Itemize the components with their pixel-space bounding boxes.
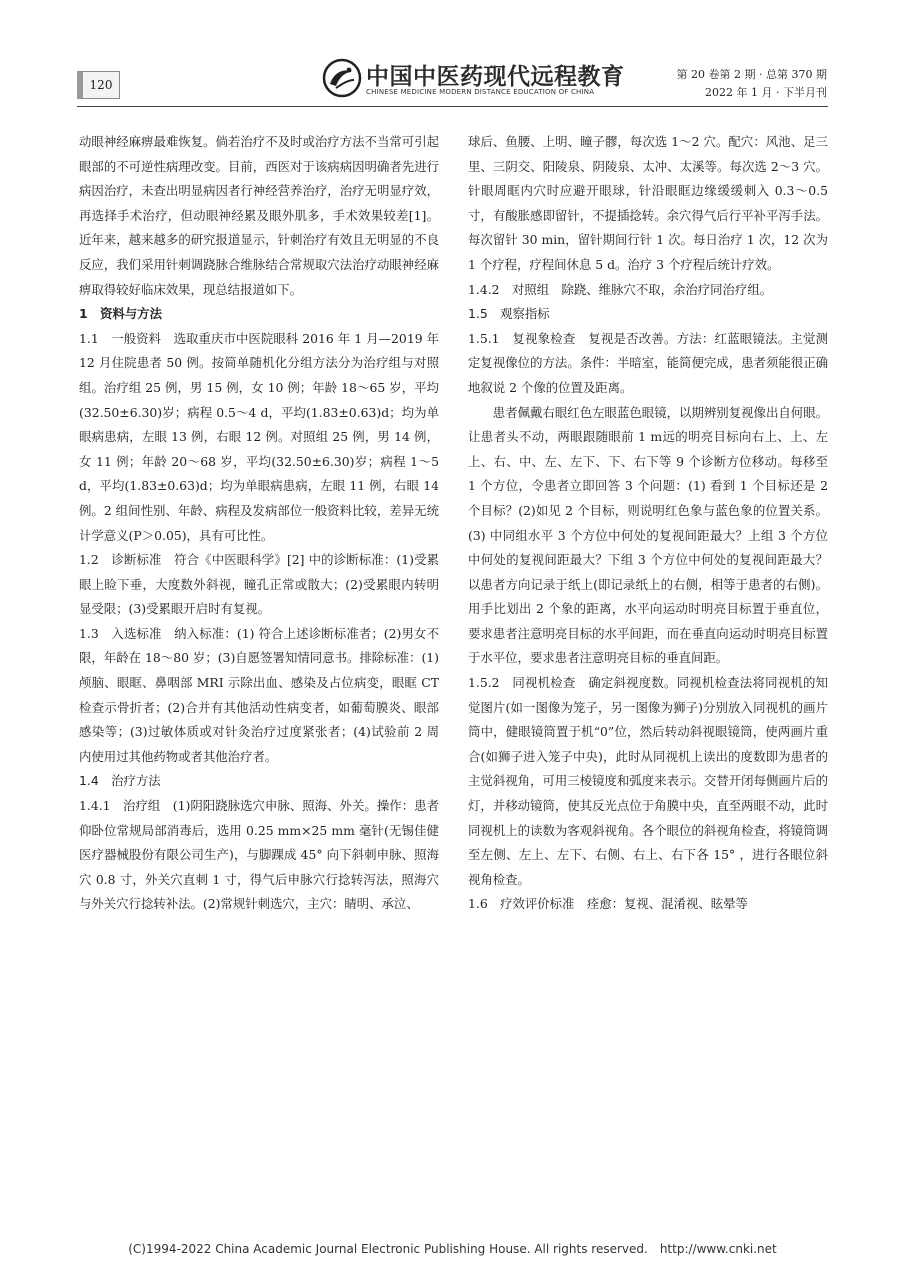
paragraph: 1.1 一般资料 选取重庆市中医院眼科 2016 年 1 月—2019 年 12 月住院患者 50 例。按简单随机化分组方法分为治疗组与对照组。治疗组 25 例，男 15 例，女 10 例；年龄 18～65 岁，平均(32.50±6.30)岁；病程 0.5～4 d，平均(1.83±0.63)d；均为单眼病患病，左眼 13 例，右眼 12 例。对照组 25 例，男 14 例，女 11 例；年龄 20～68 岁，平均(32.50±6.30)岁；病程 1～5 d，平均(1.83±0.63)d；均为单眼病患病，左眼 11 例，右眼 14 例。2 组间性别、年龄、病程及发病部位一般资料比较，差异无统计学意义(P＞0.05)，具有可比性。 [79, 330, 439, 543]
paragraph: 1.4.1 治疗组 (1)阴阳跷脉选穴申脉、照海、外关。操作：患者仰卧位常规局部消毒后，选用 0.25 mm×25 mm 毫针(无锡佳健医疗器械股份有限公司生产)，与脚踝成 45° 向下斜刺申脉、照海穴 0.8 寸，外关穴直刺 1 寸，得气后申脉穴行捻转泻法，照海穴与外关穴行捻转补法。(2)常规针刺选穴，主穴：睛明、承泣、 [79, 798, 439, 912]
right-column [468, 130, 828, 917]
paragraph: 1.4.2 对照组 除跷、维脉穴不取，余治疗同治疗组。 [468, 281, 773, 297]
subsection-heading: 1.4 治疗方法 [79, 773, 161, 789]
left-column [79, 130, 439, 917]
journal-logo-icon [322, 58, 362, 98]
subsection-heading: 1.5 观察指标 [468, 306, 550, 322]
issue-date: 2022 年 1 月 · 下半月刊 [705, 86, 827, 99]
header-divider [77, 106, 828, 107]
paragraph: 1.2 诊断标准 符合《中医眼科学》[2] 中的诊断标准：(1)受累眼上睑下垂，大度数外斜视，瞳孔正常或散大；(2)受累眼内转明显受限；(3)受累眼开启时有复视。 [79, 552, 439, 617]
copyright-footer: (C)1994-2022 China Academic Journal Electronic Publishing House. All rights reserved. http://www.cnki.net [128, 1242, 777, 1256]
page-number: 120 [77, 71, 120, 99]
paragraph: 患者佩戴右眼红色左眼蓝色眼镜，以期辨别复视像出自何眼。让患者头不动，两眼跟随眼前 1 m远的明亮目标向右上、上、左上、右、中、左、左下、下、右下等 9 个诊断方位移动。每移至 1 个方位，令患者立即回答 3 个问题：(1) 看到 1 个目标还是 2 个目标？(2)如见 2 个目标，则说明红色象与蓝色象的位置关系。(3) 中同组水平 3 个方位中何处的复视间距最大？上组 3 个方位中何处的复视间距最大？下组 3 个方位中何处的复视间距最大？以患者方向记录于纸上(即记录纸上的右侧，相等于患者的右侧)。用手比划出 2 个象的距离，水平向运动时明亮目标置于垂直位，要求患者注意明亮目标的水平间距，而在垂直向运动时明亮目标置于水平位，要求患者注意明亮目标的垂直间距。 [468, 404, 828, 666]
issue-volume: 第 20 卷第 2 期 · 总第 370 期 [676, 68, 827, 81]
paragraph: 1.6 疗效评价标准 痊愈：复视、混淆视、眩晕等 [468, 896, 748, 912]
paragraph: 球后、鱼腰、上明、瞳子髎，每次选 1～2 穴。配穴：风池、足三里、三阴交、阳陵泉、阴陵泉、太冲、太溪等。每次选 2～3 穴。针眼周眶内穴时应避开眼球，针沿眼眶边缘缓缓刺入 0.3～0.5 寸，有酸胀感即留针，不提插捻转。余穴得气后行平补平泻手法。每次留针 30 min，留针期间行针 1 次。每日治疗 1 次，12 次为 1 个疗程，疗程间休息 5 d。治疗 3 个疗程后统计疗效。 [468, 134, 828, 272]
section-heading: 1 资料与方法 [79, 306, 162, 322]
paragraph: 动眼神经麻痹最难恢复。倘若治疗不及时或治疗方法不当常可引起眼部的不可逆性病理改变。目前，西医对于该病病因明确者先进行病因治疗，未查出明显病因者行神经营养治疗，治疗无明显疗效，再选择手术治疗，但动眼神经累及眼外肌多，手术效果较差[1]。近年来，越来越多的研究报道显示，针刺治疗有效且无明显的不良反应，我们采用针刺调跷脉合维脉结合常规取穴法治疗动眼神经麻痹取得较好临床效果，现总结报道如下。 [79, 134, 439, 297]
paragraph: 1.3 入选标准 纳入标准：(1) 符合上述诊断标准者；(2)男女不限，年龄在 18～80 岁；(3)自愿签署知情同意书。排除标准：(1)颅脑、眼眶、鼻咽部 MRI 示除出血、感染及占位病变，眼眶 CT 检查示骨折者；(2)合并有其他活动性病变者，如葡萄膜炎、眼部感染等；(3)过敏体质或对针灸治疗过度紧张者；(4)试验前 2 周内使用过其他药物或者其他治疗者。 [79, 625, 439, 764]
issue-info [677, 66, 827, 102]
paragraph: 1.5.2 同视机检查 确定斜视度数。同视机检查法将同视机的知觉图片(如一图像为笼子，另一图像为狮子)分别放入同视机的画片筒中，健眼镜筒置于机“0”位，然后转动斜视眼镜筒，使两画片重合(如狮子进入笼子中央)，此时从同视机上读出的度数即为患者的主觉斜视角，可用三棱镜度和弧度来表示。交替开闭每侧画片后的灯，并移动镜筒，使其反光点位于角膜中央，直至两眼不动，此时同视机上的读数为客观斜视角。各个眼位的斜视角检查，将镜筒调至左侧、左上、左下、右侧、右上、右下各 15° ，进行各眼位斜视角检查。 [468, 675, 828, 887]
paragraph: 1.5.1 复视象检查 复视是否改善。方法：红蓝眼镜法。主觉测定复视像位的方法。条件：半暗室，能简便完成，患者须能很正确地叙说 2 个像的位置及距离。 [468, 330, 828, 395]
journal-subtitle-en: CHINESE MEDICINE MODERN DISTANCE EDUCATION OF CHINA [366, 88, 595, 96]
journal-title: 中国中医药现代远程教育 [366, 64, 625, 90]
